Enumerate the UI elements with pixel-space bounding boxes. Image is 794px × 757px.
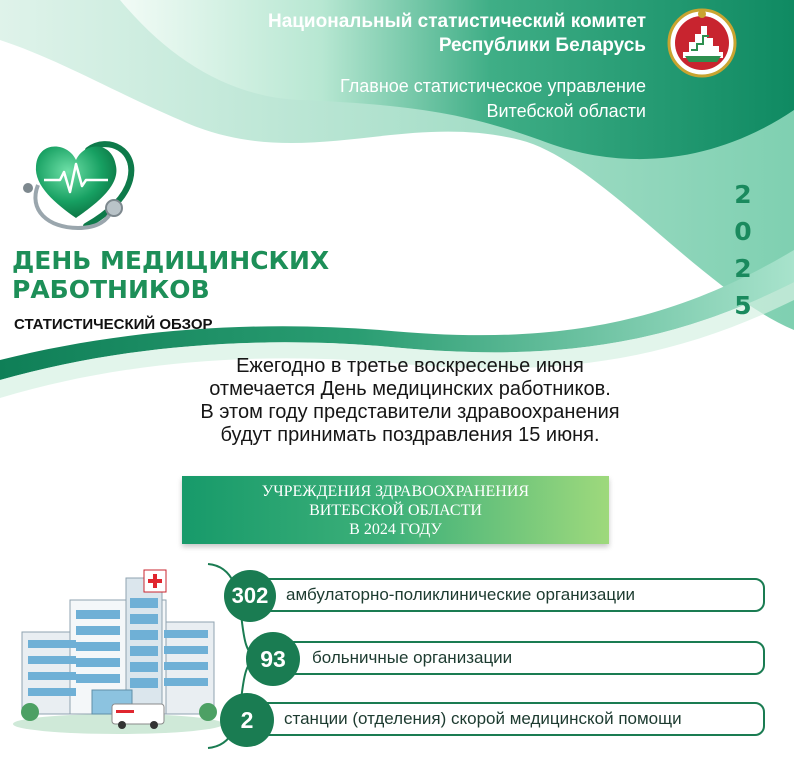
- section-banner: [182, 476, 609, 544]
- header-title-line: Национальный статистический комитет: [267, 11, 646, 32]
- stat-row: [256, 702, 765, 736]
- heart-stethoscope-icon: [8, 130, 148, 240]
- stat-row: [258, 578, 765, 612]
- stat-label: станции (отделения) скорой медицинской помощи: [284, 709, 682, 728]
- stat-label: амбулаторно-поликлинические организации: [286, 585, 636, 604]
- stat-value-badge: 93: [246, 632, 300, 686]
- header-subtitle: [340, 74, 646, 124]
- year-digit: 0: [734, 217, 752, 246]
- banner-line: УЧРЕЖДЕНИЯ ЗДРАВООХРАНЕНИЯ: [261, 483, 530, 500]
- year-digit: 5: [734, 291, 752, 320]
- hospital-building-icon: [8, 566, 228, 736]
- document-title-line: ДЕНЬ МЕДИЦИНСКИХ: [12, 246, 330, 275]
- header-subtitle-line: Витебской области: [486, 101, 646, 121]
- header-subtitle-line: Главное статистическое управление: [340, 76, 646, 96]
- header-title-line: Республики Беларусь: [438, 35, 646, 56]
- stat-value-badge: 2: [220, 693, 274, 747]
- intro-line: отмечается День медицинских работников.: [209, 378, 611, 400]
- intro-line: Ежегодно в третье воскресенье июня: [236, 355, 584, 377]
- year-vertical: [728, 176, 758, 324]
- document-subtitle: СТАТИСТИЧЕСКИЙ ОБЗОР: [14, 316, 213, 333]
- stat-value-badge: 302: [224, 570, 276, 622]
- intro-line: будут принимать поздравления 15 июня.: [220, 424, 600, 446]
- header-title: [268, 10, 646, 58]
- statistics-committee-emblem-icon: [667, 6, 737, 78]
- banner-line: В 2024 ГОДУ: [349, 521, 442, 538]
- year-digit: 2: [734, 180, 752, 209]
- document-title-line: РАБОТНИКОВ: [12, 275, 210, 304]
- stat-label: больничные организации: [312, 648, 513, 667]
- intro-line: В этом году представители здравоохранения: [200, 401, 620, 423]
- document-title: [12, 246, 329, 304]
- banner-line: ВИТЕБСКОЙ ОБЛАСТИ: [309, 502, 482, 519]
- year-digit: 2: [734, 254, 752, 283]
- stat-row: [282, 641, 765, 675]
- intro-paragraph: [110, 355, 710, 447]
